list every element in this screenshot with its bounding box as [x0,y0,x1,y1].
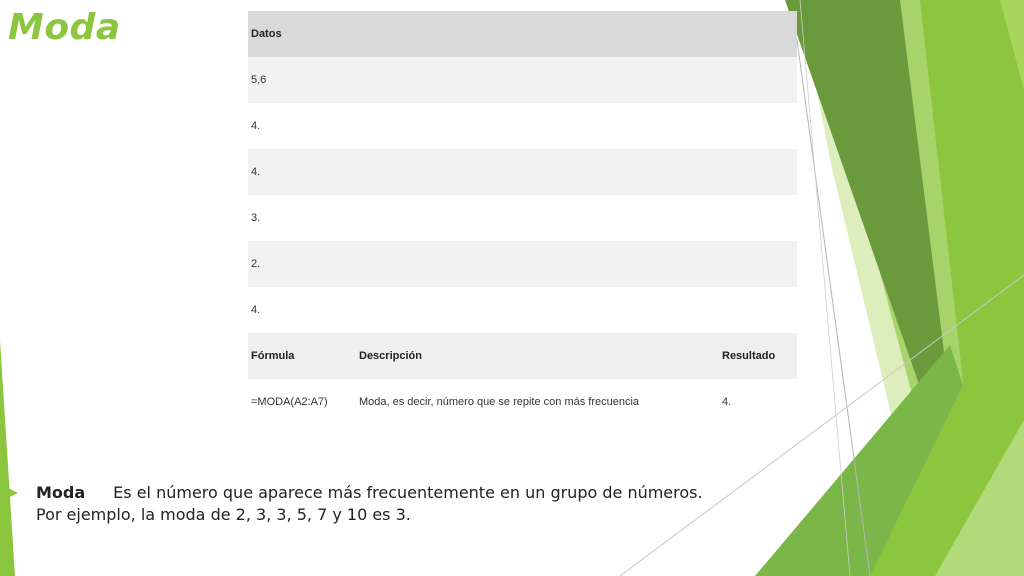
data-cell: 4. [251,304,261,316]
table-row [248,195,797,241]
table-row [248,149,797,195]
table-header-row [248,11,797,57]
result-cell: 4. [722,396,732,408]
table-row [248,287,797,333]
bullet-definition: Es el número que aparece más frecuentemente en un grupo de números. [113,483,703,502]
data-cell: 5,6 [248,57,797,103]
data-cell: 2. [248,241,797,287]
data-cell: 3. [251,212,261,224]
slide-title: Moda [8,7,121,48]
data-table [248,11,797,425]
deco-shape-left-sliver [0,340,15,576]
bullet-example: Por ejemplo, la moda de 2, 3, 3, 5, 7 y 10 es 3. [36,505,411,524]
bullet-term: Moda [36,483,86,502]
description-header-cell: Descripción [356,333,719,379]
triangle-right-icon [8,488,18,498]
formula-cell: =MODA(A2:A7) [251,396,328,408]
description-cell: Moda, es decir, número que se repite con más frecuencia [359,396,640,408]
data-cell: 4. [248,149,797,195]
data-cell: 4. [251,120,261,132]
table-row [248,241,797,287]
table-row [248,57,797,103]
formula-header-cell: Fórmula [248,333,356,379]
data-header-cell: Datos [248,11,797,57]
formula-header-row [248,333,797,379]
result-header-cell: Resultado [719,333,797,379]
definition-bullet [8,482,768,526]
bullet-first-line [8,482,768,504]
formula-row [248,379,797,425]
table-row [248,103,797,149]
